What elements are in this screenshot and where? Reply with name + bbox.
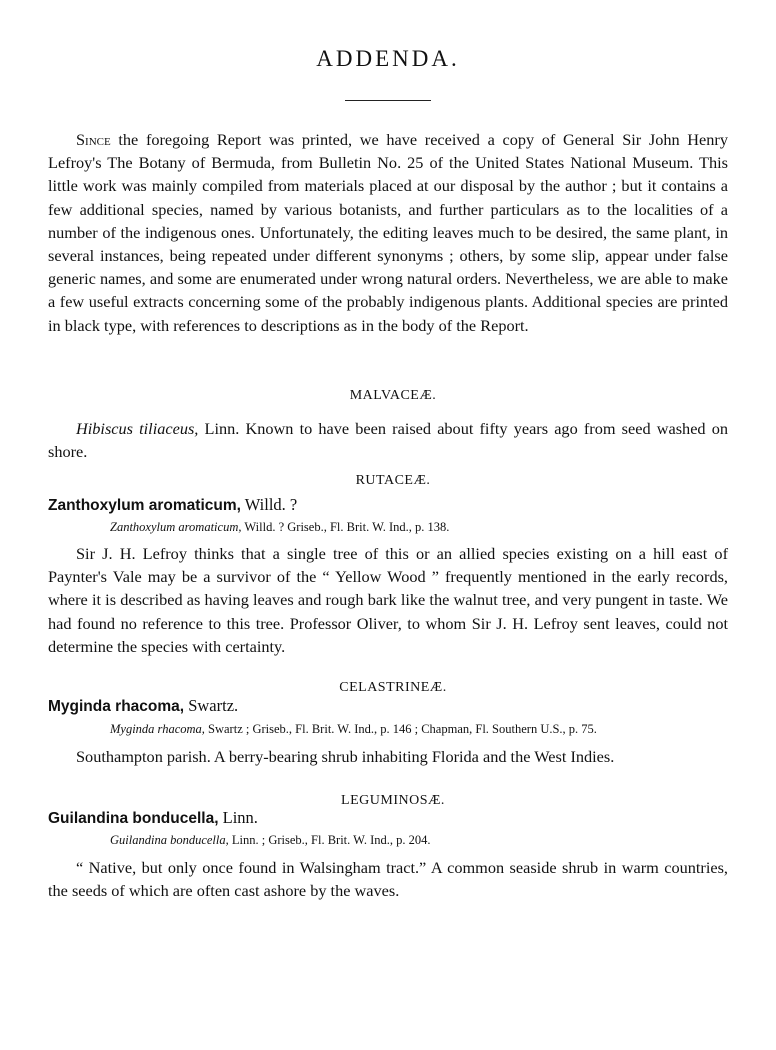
intro-text: the foregoing Report was printed, we have received a copy of General Sir John Henry Lefroy's The Botany of Bermuda, from Bulletin No. 25 of the United States National Museum. This little work was mainly compiled from materials placed at our disposal by the author ; but it contains a few additional species, named by various botanists, and further particulars as to the localities of a number of the indigenous ones. Unfortunately, the editing leaves much to be desired, the same plant, in several instances, being repeated under different synonyms ; others, by some slip, appear under false generic names, and some are enumerated under wrong natural orders. Nevertheless, we are able to make a few useful extracts concerning some of the probably indigenous plants. Additional species are printed in black type, with references to descriptions as in the body of the Report. <box>48 130 728 335</box>
celastrineae-reference <box>110 722 597 737</box>
celastrineae-ref-text: Swartz ; Griseb., Fl. Brit. W. Ind., p. 146 ; Chapman, Fl. Southern U.S., p. 75. <box>204 722 597 736</box>
leguminosae-reference <box>110 833 431 848</box>
rutaceae-paragraph: Sir J. H. Lefroy thinks that a single tree of this or an allied species existing on a hill east of Paynter's Vale may be a survivor of the “ Yellow Wood ” frequently mentioned in the early records, where it is described as having leaves and rough bark like the walnut tree, and very pungent in taste. We had found no reference to this tree. Professor Oliver, to whom Sir J. H. Lefroy sent leaves, could not determine the species with certainty. <box>48 544 728 656</box>
family-heading-rutaceae: RUTACEÆ. <box>355 473 431 488</box>
leguminosae-species-author: Linn. <box>218 808 258 827</box>
malvaceae-paragraph <box>48 417 728 463</box>
rutaceae-ref-species: Zanthoxylum aromaticum, <box>110 520 242 534</box>
rutaceae-ref-text: Willd. ? Griseb., Fl. Brit. W. Ind., p. 138. <box>241 520 450 534</box>
title-rule <box>345 100 431 101</box>
leguminosae-ref-species: Guilandina bonducella, <box>110 833 229 847</box>
page-title: ADDENDA. <box>316 46 460 71</box>
family-heading-leguminosae: LEGUMINOSÆ. <box>341 793 445 808</box>
rutaceae-species-heading <box>48 495 297 515</box>
celastrineae-species-name: Myginda rhacoma, <box>48 698 185 715</box>
intro-lead: Since <box>76 130 111 149</box>
leguminosae-species-name: Guilandina bonducella, <box>48 810 219 827</box>
rutaceae-reference <box>110 520 449 535</box>
family-heading-malvaceae: MALVACEÆ. <box>349 388 437 403</box>
leguminosae-species-heading <box>48 808 258 828</box>
malvaceae-text: Linn. Known to have been raised about fifty years ago from seed washed on shore. <box>48 419 728 462</box>
leguminosae-ref-text: Linn. ; Griseb., Fl. Brit. W. Ind., p. 204. <box>228 833 431 847</box>
family-heading-celastrineae: CELASTRINEÆ. <box>339 680 447 695</box>
celastrineae-paragraph: Southampton parish. A berry-bearing shrub inhabiting Florida and the West Indies. <box>76 747 615 766</box>
celastrineae-ref-species: Myginda rhacoma, <box>110 722 205 736</box>
rutaceae-species-author: Willd. ? <box>240 495 298 514</box>
celastrineae-species-heading <box>48 696 238 716</box>
leguminosae-paragraph: “ Native, but only once found in Walsingham tract.” A common seaside shrub in warm countries, the seeds of which are often cast ashore by the waves. <box>48 858 728 901</box>
malvaceae-species: Hibiscus tiliaceus, <box>76 419 199 438</box>
rutaceae-species-name: Zanthoxylum aromaticum, <box>48 497 241 514</box>
intro-paragraph <box>48 128 728 337</box>
celastrineae-species-author: Swartz. <box>184 696 239 715</box>
